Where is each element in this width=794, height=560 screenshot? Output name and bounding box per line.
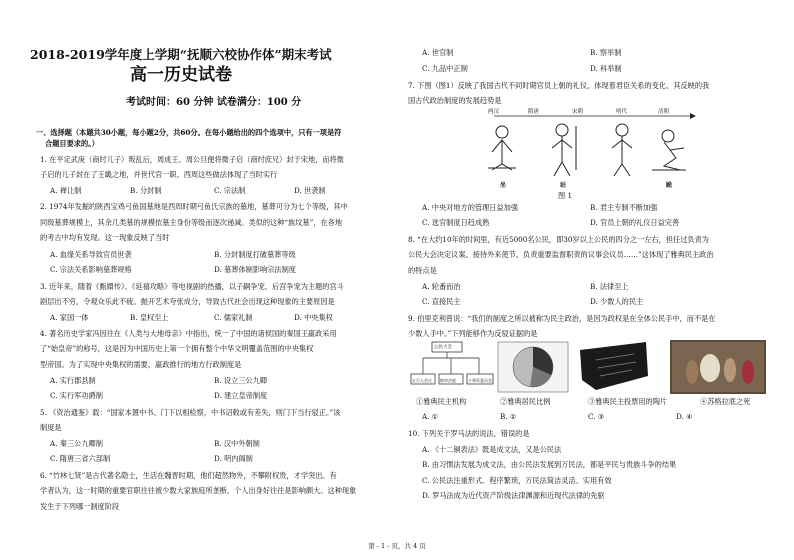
q3-line1: 3. 近年来，随着《甄嬛传》、《延禧攻略》等电视剧的热播，以子嗣争宠、后宫争宠为主题的宫斗 — [40, 282, 344, 291]
org-chart-box-2: 陪审法庭 — [440, 378, 456, 383]
population-pie-chart — [498, 342, 568, 392]
q7-line1: 7. 下图（图1）反映了我国古代不同时期官员上朝的礼仪，体现着君臣关系的变化，其反映的我 — [408, 81, 710, 90]
q5-line2: 制度是 — [40, 423, 62, 432]
q9-item-1: ①雅典民主机构 — [416, 397, 467, 406]
q5-option-c[interactable]: C. 隋唐三省六部制 — [50, 454, 111, 463]
figure1-period-4: 明代 — [616, 109, 628, 115]
q6-line1: 6. “竹林七贤”是古代著名隐士，生活在魏晋时期，他们超然物外，不攀附权贵，才学突出。有 — [40, 471, 337, 480]
q8-line1: 8. “在大约10年的时间里，有近5000名公民，即30岁以上公民的四分之一左右，担任过负责为 — [408, 235, 709, 244]
q4-option-a[interactable]: A. 实行郡县制 — [50, 376, 96, 385]
q6-option-c[interactable]: C. 九品中正制 — [422, 64, 468, 73]
q7-option-d[interactable]: D. 官员上朝的礼仪日益完善 — [590, 218, 680, 227]
q4-line3: 型帝国。为了实现中央集权的需要，嬴政推行的地方行政制度是 — [40, 360, 242, 369]
q2-line3: 的考古中均有发现。这一现象反映了当时 — [40, 233, 170, 242]
q7-option-b[interactable]: B. 君主专制不断加强 — [590, 203, 658, 212]
q9-option-c[interactable]: C. ③ — [588, 412, 605, 421]
q1-option-b[interactable]: B. 分封制 — [130, 186, 162, 195]
q2-option-d[interactable]: D. 墓葬体制影响宗法制度 — [214, 265, 296, 274]
figure1-posture-2: 站 — [560, 182, 567, 189]
figure1-period-3: 宋朝 — [572, 109, 584, 115]
figure1-court-etiquette — [480, 108, 720, 190]
figure1-period-2: 隋唐 — [528, 109, 540, 115]
q1-option-d[interactable]: D. 世袭制 — [294, 186, 326, 195]
figure1-caption: 图 1 — [558, 191, 573, 200]
q8-option-a[interactable]: A. 轮番而治 — [422, 282, 461, 291]
q10-option-d[interactable]: D. 罗马法成为近代资产阶级法律渊源和近现代法律的先驱 — [422, 491, 605, 500]
q8-option-c[interactable]: C. 直接民主 — [422, 297, 461, 306]
org-chart-box-1: 五百人会议 — [412, 378, 432, 383]
figure9-images — [410, 340, 772, 394]
q6-line3: 发生于下列哪一制度阶段 — [40, 502, 120, 511]
page-footer: 第 - 1 - 页，共 4 页 — [368, 542, 426, 550]
q9-item-4: ④苏格拉底之死 — [700, 397, 751, 406]
q2-option-b[interactable]: B. 分封制度打破墓葬等级 — [214, 250, 296, 259]
q9-item-3: ③雅典民主投票用的陶片 — [588, 397, 668, 406]
q3-option-c[interactable]: C. 儒家礼制 — [214, 313, 253, 322]
q10-option-c[interactable]: C. 公民法注重形式、程序繁琐，万民法简洁灵活、实用有效 — [422, 476, 612, 485]
q10-line1: 10. 下列关于罗马法的说法，错误的是 — [408, 429, 530, 438]
q1-option-a[interactable]: A. 禅让制 — [50, 186, 82, 195]
q2-option-a[interactable]: A. 血缘关系导致官员世袭 — [50, 250, 132, 259]
q3-line2: 剧层出不穷，令观众乐此不疲。抛开艺术夸张成分，导致古代社会出现这种现象的主要原因是 — [40, 297, 335, 306]
figure1-period-5: 清朝 — [658, 109, 670, 115]
q3-option-b[interactable]: B. 皇权至上 — [130, 313, 169, 322]
q8-line2: 公民大会决定议案、接待外来使节、负责重要监督职责的议事会议员……”这体现了雅典民主政治 — [408, 250, 714, 259]
q5-option-d[interactable]: D. 明内阁制 — [214, 454, 253, 463]
q8-option-d[interactable]: D. 少数人的民主 — [590, 297, 644, 306]
q9-item-2: ②雅典居民比例 — [500, 397, 551, 406]
q3-option-d[interactable]: D. 中央集权 — [294, 313, 333, 322]
q9-option-d[interactable]: D. ④ — [676, 412, 693, 421]
q9-line2: 少数人手中。”下列能够作为反驳证据的是 — [408, 329, 538, 338]
q3-option-a[interactable]: A. 家国一体 — [50, 313, 89, 322]
q2-line1: 2. 1974年发掘的陕西宝鸡弓鱼国墓地是西周时期弓鱼氏宗族的墓地，墓葬可分为七个等级，其中 — [40, 202, 348, 211]
exam-info: 考试时间：60 分钟 试卷满分：100 分 — [126, 97, 302, 108]
figure1-period-1: 两汉 — [488, 109, 500, 115]
q4-line2: 了“始皇帝”的称号，这是因为中国历史上第一个拥有整个中华文明覆盖范围的中央集权 — [40, 344, 314, 353]
q5-option-b[interactable]: B. 汉中外朝制 — [214, 439, 260, 448]
q9-line1: 9. 伯里克利曾说：“我们的制度之所以被称为民主政治，是因为政权是在全体公民手中，而不是在 — [408, 314, 716, 323]
q4-option-b[interactable]: B. 设立三公九卿 — [214, 376, 267, 385]
q8-line3: 的特点是 — [408, 266, 437, 275]
q8-option-b[interactable]: B. 法律至上 — [590, 282, 629, 291]
exam-title: 2018-2019学年度上学期“抚顺六校协作体”期末考试 — [30, 47, 332, 62]
q2-line2: 同级墓葬规模上，其余几类墓的规模依墓主身份等级而逐次递减。类似的这种“族坟墓”，在各地 — [40, 218, 343, 227]
org-chart-top: 公民大会 — [434, 345, 452, 350]
q9-option-b[interactable]: B. ② — [500, 412, 517, 421]
death-of-socrates-painting — [670, 340, 766, 394]
q6-line2: 学者认为，这一时期的重要官职往往被少数大家族庭所垄断，个人出身好往往是影响颇大。这种现象 — [40, 486, 357, 495]
q9-option-a[interactable]: A. ① — [422, 412, 439, 421]
q5-line1: 5. 《资治通鉴》载：“国家本置中书、门下以相检察，中书诏敕或有差失，则门下当行驳正。”该 — [40, 408, 341, 417]
q6-option-d[interactable]: D. 科举制 — [590, 64, 622, 73]
q1-line1: 1. 在平定武庚（商纣儿子）叛乱后，周成王、周公旦便将微子启（商纣庶兄）封于宋地，而将微 — [40, 155, 344, 164]
q5-option-a[interactable]: A. 秦三公九卿制 — [50, 439, 103, 448]
q7-option-a[interactable]: A. 中央对地方的管理日益加强 — [422, 203, 519, 212]
q6-option-b[interactable]: B. 察举制 — [590, 48, 622, 57]
figure1-posture-1: 坐 — [500, 182, 507, 189]
q1-line2: 子启的儿子封在了王畿之地，并世代官一职。西周这些做法体现了当时实行 — [40, 170, 278, 179]
q4-line1: 4. 著名历史学家冯因往在《人类与大地母亲》中指出，统一了中国的诸侯国的秦国王嬴政采用 — [40, 329, 337, 338]
org-chart-box-3: 十将军委员会 — [468, 378, 492, 383]
figure1-posture-3: 跪 — [666, 182, 673, 189]
section-heading-line1: 一、选择题（本题共30小题，每小题2分，共60分。在每小题给出的四个选项中，只有一项是符 — [36, 128, 342, 137]
pottery-shard-image — [580, 342, 648, 390]
q4-option-d[interactable]: D. 建立皇帝制度 — [214, 391, 268, 400]
exam-subtitle: 高一历史试卷 — [130, 65, 232, 85]
q1-option-c[interactable]: C. 宗法制 — [214, 186, 246, 195]
q7-option-c[interactable]: C. 选官制度日趋成熟 — [422, 218, 490, 227]
figure-officials — [488, 124, 686, 176]
section-heading-line2: 合题目要求的。） — [45, 139, 99, 148]
q7-line2: 国古代政治制度的发展趋势是 — [408, 96, 502, 105]
q2-option-c[interactable]: C. 宗法关系影响墓葬规格 — [50, 265, 132, 274]
q10-option-b[interactable]: B. 由习惯法发展为成文法，由公民法发展到万民法，都是平民与贵族斗争的结果 — [422, 460, 677, 469]
q10-option-a[interactable]: A. 《十二铜表法》既是成文法，又是公民法 — [422, 445, 562, 454]
q4-option-c[interactable]: C. 实行军功爵制 — [50, 391, 103, 400]
q6-option-a[interactable]: A. 世官制 — [422, 48, 454, 57]
